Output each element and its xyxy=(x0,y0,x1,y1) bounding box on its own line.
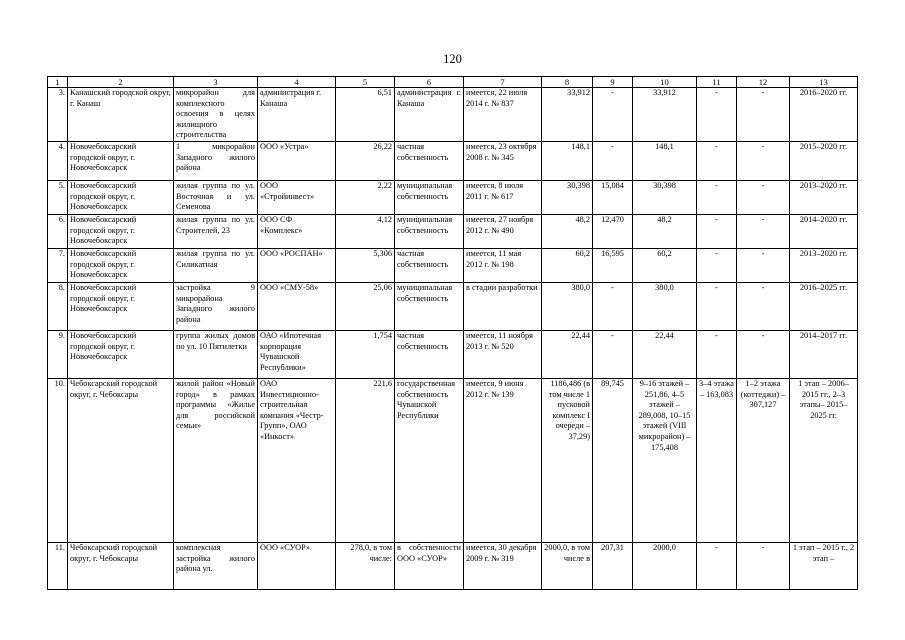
column-header: 5 xyxy=(336,77,395,88)
table-row xyxy=(48,542,858,589)
cell-developer: ООО «РОСПАН» xyxy=(258,248,336,282)
cell-built-volume: - xyxy=(593,88,633,142)
cell-area: 2,22 xyxy=(336,180,395,214)
cell-area: 6,51 xyxy=(336,88,395,142)
cell-ownership: частная собственность xyxy=(395,141,464,180)
cell-built-volume: 16,595 xyxy=(593,248,633,282)
cell-lowrise: - xyxy=(737,141,790,180)
cell-multistorey: 9–16 этажей – 251,86, 4–5 этажей – 289,008, 10–15 этажей (VIII микрорайон) – 175,408 xyxy=(633,378,697,542)
cell-area: 1,754 xyxy=(336,330,395,378)
cell-period: 2016–2020 гг. xyxy=(790,88,858,142)
cell-lowrise: - xyxy=(737,88,790,142)
cell-period: 2014–2020 гг. xyxy=(790,214,858,248)
cell-midrise: - xyxy=(697,248,737,282)
cell-lowrise: - xyxy=(737,330,790,378)
table-row xyxy=(48,180,858,214)
cell-project: микрорайон для комплексного освоения в целях жилищного строительства xyxy=(174,88,258,142)
cell-district: Новочебоксарский городской округ, г. Новочебоксарск xyxy=(68,330,174,378)
cell-lowrise: - xyxy=(737,282,790,330)
column-header: 1 xyxy=(48,77,68,88)
cell-district: Чебоксарский городской округ, г. Чебоксары xyxy=(68,378,174,542)
page-number: 120 xyxy=(443,52,462,66)
column-header: 13 xyxy=(790,77,858,88)
cell-built-volume: 207,31 xyxy=(593,542,633,589)
cell-midrise: - xyxy=(697,282,737,330)
cell-project: жилая группа по ул. Строителей, 23 xyxy=(174,214,258,248)
cell-developer: ООО «Устра» xyxy=(258,141,336,180)
cell-documentation: имеется, 11 ноября 2013 г. № 520 xyxy=(464,330,542,378)
cell-number: 3. xyxy=(48,88,68,142)
column-header: 4 xyxy=(258,77,336,88)
cell-developer: ООО «Стройинвест» xyxy=(258,180,336,214)
cell-built-volume: 89,745 xyxy=(593,378,633,542)
table-row xyxy=(48,330,858,378)
cell-total-volume: 1186,486 (в том числе 1 пусковой комплекс I очереди – 37,29) xyxy=(542,378,593,542)
cell-ownership: муниципальная собственность xyxy=(395,180,464,214)
column-header: 8 xyxy=(542,77,593,88)
cell-built-volume: - xyxy=(593,330,633,378)
cell-period: 1 этап – 2006–2015 гг., 2–3 этапы– 2015–2025 гг. xyxy=(790,378,858,542)
cell-district: Чебоксарский городской округ, г. Чебоксары xyxy=(68,542,174,589)
cell-multistorey: 2000,0 xyxy=(633,542,697,589)
cell-documentation: имеется, 11 мая 2012 г. № 198 xyxy=(464,248,542,282)
cell-total-volume: 30,398 xyxy=(542,180,593,214)
cell-midrise: - xyxy=(697,141,737,180)
cell-developer: ООО СФ «Комплекс» xyxy=(258,214,336,248)
cell-district: Канашский городской округ, г. Канаш xyxy=(68,88,174,142)
table-row xyxy=(48,248,858,282)
cell-total-volume: 33,912 xyxy=(542,88,593,142)
cell-number: 5. xyxy=(48,180,68,214)
cell-period: 2013–2020 гг. xyxy=(790,180,858,214)
cell-lowrise: - xyxy=(737,214,790,248)
cell-project: застройка 9 микрорайона Западного жилого района xyxy=(174,282,258,330)
header-row xyxy=(48,77,858,88)
column-header: 12 xyxy=(737,77,790,88)
cell-lowrise: - xyxy=(737,180,790,214)
cell-area: 4,12 xyxy=(336,214,395,248)
cell-project: жилая группа по ул. Силикатная xyxy=(174,248,258,282)
cell-multistorey: 148,1 xyxy=(633,141,697,180)
cell-multistorey: 33,912 xyxy=(633,88,697,142)
cell-district: Новочебоксарский городской округ, г. Новочебоксарск xyxy=(68,141,174,180)
cell-ownership: частная собственность xyxy=(395,330,464,378)
cell-multistorey: 30,398 xyxy=(633,180,697,214)
cell-midrise: - xyxy=(697,88,737,142)
cell-ownership: государственная собственность Чувашской Республики xyxy=(395,378,464,542)
cell-developer: ООО «СУОР» xyxy=(258,542,336,589)
cell-midrise: - xyxy=(697,180,737,214)
cell-district: Новочебоксарский городской округ, г. Новочебоксарск xyxy=(68,214,174,248)
cell-developer: администрация г. Канаша xyxy=(258,88,336,142)
cell-midrise: - xyxy=(697,542,737,589)
table-row xyxy=(48,282,858,330)
cell-documentation: имеется, 8 июля 2011 г. № 617 xyxy=(464,180,542,214)
cell-multistorey: 22,44 xyxy=(633,330,697,378)
table-row xyxy=(48,214,858,248)
cell-built-volume: 15,084 xyxy=(593,180,633,214)
cell-area: 5,306 xyxy=(336,248,395,282)
cell-project: комплексная застройка жилого района ул. xyxy=(174,542,258,589)
cell-ownership: частная собственность xyxy=(395,248,464,282)
column-header: 3 xyxy=(174,77,258,88)
cell-project: жилой район «Новый город» в рамках программы «Жилье для российской семьи» xyxy=(174,378,258,542)
cell-ownership: муниципальная собственность xyxy=(395,214,464,248)
cell-number: 10. xyxy=(48,378,68,542)
cell-total-volume: 60,2 xyxy=(542,248,593,282)
cell-ownership: в собственности ООО «СУОР» xyxy=(395,542,464,589)
cell-documentation: имеется, 23 октября 2008 г. № 345 xyxy=(464,141,542,180)
cell-period: 2013–2020 гг. xyxy=(790,248,858,282)
cell-area: 25,06 xyxy=(336,282,395,330)
cell-documentation: имеется, 22 июля 2014 г. № 837 xyxy=(464,88,542,142)
cell-project: жилая группа по ул. Восточная и ул. Семенова xyxy=(174,180,258,214)
cell-documentation: имеется, 30 декабря 2009 г. № 319 xyxy=(464,542,542,589)
cell-project: 1 микрорайон Западного жилого района xyxy=(174,141,258,180)
cell-number: 7. xyxy=(48,248,68,282)
cell-period: 2016–2025 гг. xyxy=(790,282,858,330)
column-header: 2 xyxy=(68,77,174,88)
cell-total-volume: 48,2 xyxy=(542,214,593,248)
cell-number: 8. xyxy=(48,282,68,330)
cell-area: 221,6 xyxy=(336,378,395,542)
cell-number: 9. xyxy=(48,330,68,378)
cell-developer: ОАО «Ипотечная корпорация Чувашской Республики» xyxy=(258,330,336,378)
cell-district: Новочебоксарский городской округ, г. Новочебоксарск xyxy=(68,180,174,214)
column-header: 10 xyxy=(633,77,697,88)
cell-project: группа жилых домов по ул. 10 Пятилетки xyxy=(174,330,258,378)
cell-ownership: муниципальная собственность xyxy=(395,282,464,330)
cell-multistorey: 48,2 xyxy=(633,214,697,248)
column-header: 9 xyxy=(593,77,633,88)
cell-built-volume: - xyxy=(593,141,633,180)
cell-documentation: имеется, 27 ноября 2012 г. № 490 xyxy=(464,214,542,248)
cell-built-volume: 12,470 xyxy=(593,214,633,248)
cell-developer: ООО «СМУ-58» xyxy=(258,282,336,330)
cell-multistorey: 380,0 xyxy=(633,282,697,330)
cell-lowrise: - xyxy=(737,248,790,282)
housing-projects-table xyxy=(47,76,858,590)
cell-period: 2014–2017 гг. xyxy=(790,330,858,378)
cell-ownership: администрация г. Канаша xyxy=(395,88,464,142)
cell-number: 11. xyxy=(48,542,68,589)
cell-total-volume: 380,0 xyxy=(542,282,593,330)
cell-midrise: - xyxy=(697,330,737,378)
cell-total-volume: 22,44 xyxy=(542,330,593,378)
column-header: 6 xyxy=(395,77,464,88)
cell-lowrise: - xyxy=(737,542,790,589)
cell-area: 278,0, в том числе: xyxy=(336,542,395,589)
cell-period: 2015–2020 гг. xyxy=(790,141,858,180)
cell-developer: ОАО Инвестиционно-строительная компания «Честр-Групп», ОАО «Инкост» xyxy=(258,378,336,542)
cell-district: Новочебоксарский городской округ, г. Новочебоксарск xyxy=(68,248,174,282)
column-header: 11 xyxy=(697,77,737,88)
cell-number: 4. xyxy=(48,141,68,180)
cell-built-volume: - xyxy=(593,282,633,330)
cell-midrise: 3–4 этажа – 163,083 xyxy=(697,378,737,542)
column-header: 7 xyxy=(464,77,542,88)
cell-documentation: имеется, 9 июня 2012 г. № 139 xyxy=(464,378,542,542)
cell-lowrise: 1–2 этажа (коттеджи) – 307,127 xyxy=(737,378,790,542)
table-row xyxy=(48,141,858,180)
cell-number: 6. xyxy=(48,214,68,248)
table-row xyxy=(48,378,858,542)
cell-total-volume: 148,1 xyxy=(542,141,593,180)
cell-total-volume: 2000,0, в том числе в xyxy=(542,542,593,589)
cell-area: 26,22 xyxy=(336,141,395,180)
cell-district: Новочебоксарский городской округ, г. Новочебоксарск xyxy=(68,282,174,330)
cell-multistorey: 60,2 xyxy=(633,248,697,282)
table-row xyxy=(48,88,858,142)
cell-midrise: - xyxy=(697,214,737,248)
cell-documentation: в стадии разработки xyxy=(464,282,542,330)
cell-period: 1 этап – 2015 г., 2 этап – xyxy=(790,542,858,589)
